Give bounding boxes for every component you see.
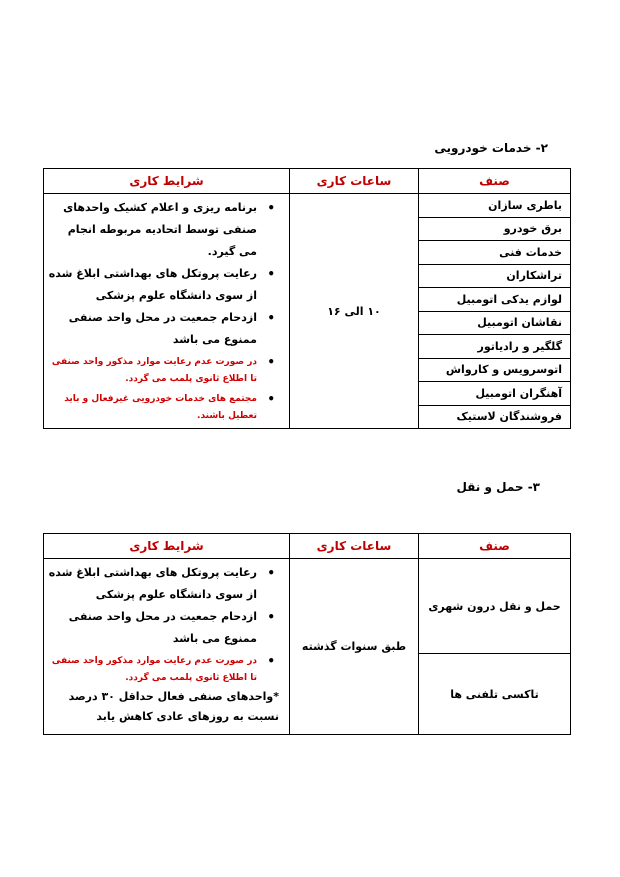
condition-item-warning: • در صورت عدم رعایت موارد مذکور واحد صنفی تا اطلاع ثانوی پلمب می گردد. — [48, 354, 283, 388]
condition-item: • رعایت پروتکل های بهداشتی ابلاغ شده از سوی دانشگاه علوم پزشکی — [48, 562, 283, 606]
working-hours-cell: طبق سنوات گذشته — [290, 559, 419, 735]
condition-item: • ازدحام جمعیت در محل واحد صنفی ممنوع می باشد — [48, 606, 283, 650]
transport-table — [43, 533, 571, 735]
header-sharayet: شرایط کاری — [44, 169, 290, 194]
sinf-cell: گلگیر و رادیاتور — [419, 335, 571, 359]
conditions-cell — [44, 194, 290, 429]
table-row — [44, 194, 571, 218]
sinf-cell: اتوسرویس و کارواش — [419, 358, 571, 382]
table-header-row — [44, 534, 571, 559]
section-title-automotive: ۲- خدمات خودرویی — [434, 141, 548, 155]
sinf-cell: باطری سازان — [419, 194, 571, 218]
sinf-cell: لوازم یدکی اتومبیل — [419, 288, 571, 312]
condition-item: • رعایت پروتکل های بهداشتی ابلاغ شده از سوی دانشگاه علوم پزشکی — [48, 263, 283, 307]
header-sinf: صنف — [419, 169, 571, 194]
header-sinf: صنف — [419, 534, 571, 559]
sinf-cell: تراشکاران — [419, 264, 571, 288]
sinf-cell: آهنگران اتومبیل — [419, 382, 571, 406]
sinf-cell: فروشندگان لاستیک — [419, 405, 571, 429]
sinf-cell: خدمات فنی — [419, 241, 571, 265]
table-header-row — [44, 169, 571, 194]
header-sharayet: شرایط کاری — [44, 534, 290, 559]
condition-item: • برنامه ریزی و اعلام کشیک واحدهای صنفی توسط اتحادیه مربوطه انجام می گیرد. — [48, 197, 283, 263]
section-title-transport: ۳- حمل و نقل — [456, 480, 540, 494]
header-saat: ساعات کاری — [290, 169, 419, 194]
sinf-cell: نقاشان اتومبیل — [419, 311, 571, 335]
header-saat: ساعات کاری — [290, 534, 419, 559]
condition-item: • ازدحام جمعیت در محل واحد صنفی ممنوع می باشد — [48, 307, 283, 351]
conditions-list — [48, 562, 283, 727]
automotive-services-table — [43, 168, 571, 429]
condition-item-warning: • در صورت عدم رعایت موارد مذکور واحد صنفی تا اطلاع ثانوی پلمب می گردد. — [48, 653, 283, 687]
sinf-cell: برق خودرو — [419, 217, 571, 241]
condition-item-warning: • مجتمع های خدمات خودرویی غیرفعال و باید تعطیل باشند. — [48, 391, 283, 425]
condition-note: *واحدهای صنفی فعال حداقل ۳۰ درصد نسبت به روزهای عادی کاهش یابد — [68, 690, 279, 723]
table-row — [44, 559, 571, 654]
sinf-cell: حمل و نقل درون شهری — [419, 559, 571, 654]
sinf-cell: تاکسی تلفنی ها — [419, 654, 571, 735]
conditions-list — [48, 197, 283, 425]
working-hours-cell: ۱۰ الی ۱۶ — [290, 194, 419, 429]
conditions-cell — [44, 559, 290, 735]
